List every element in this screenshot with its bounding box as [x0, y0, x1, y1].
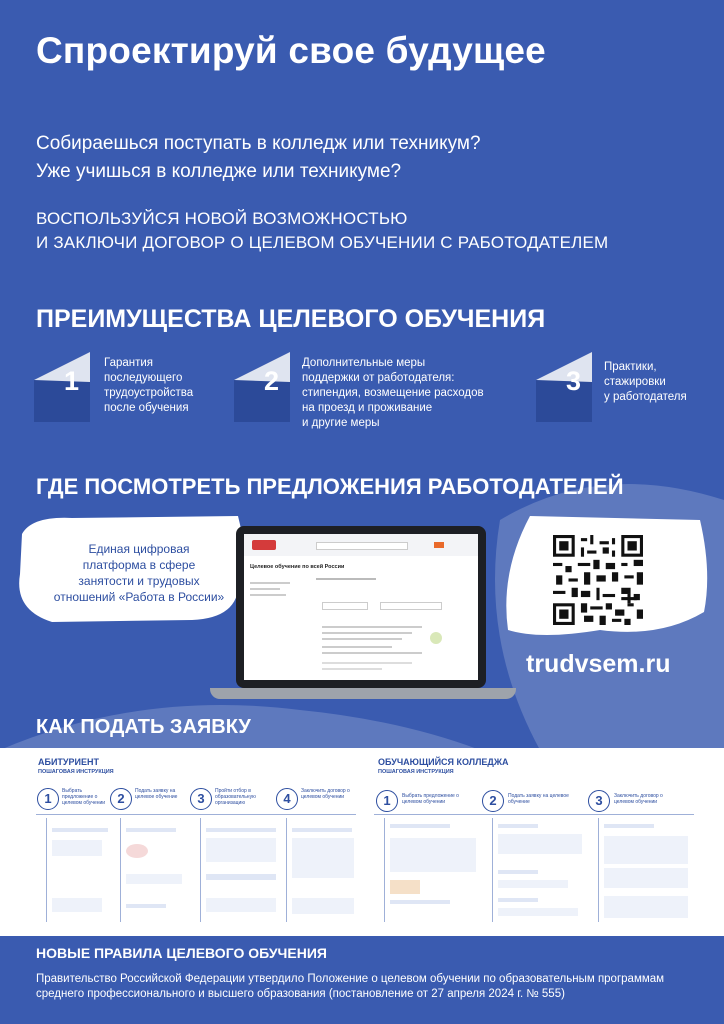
- advantage-badge-icon: [34, 352, 90, 422]
- offers-heading: ГДЕ ПОСМОТРЕТЬ ПРЕДЛОЖЕНИЯ РАБОТОДАТЕЛЕЙ: [36, 474, 624, 499]
- applicant-step-3-label: Пройти отбор в образовательную организацию: [215, 788, 256, 806]
- rules-text: Правительство Российской Федерации утвердило Положение о целевом обучении по образовательным программам среднего профессионального и высшего образования (постановление от 27 апреля 2024 г. № 555): [36, 973, 665, 1000]
- cta-line-1: ВОСПОЛЬЗУЙСЯ НОВОЙ ВОЗМОЖНОСТЬЮ: [36, 209, 408, 228]
- advantage-text: Практики, стажировки у работодателя: [604, 361, 687, 403]
- advantage-badge-icon: [234, 352, 290, 422]
- student-step-3-number: 3: [588, 790, 610, 812]
- rules-heading: НОВЫЕ ПРАВИЛА ЦЕЛЕВОГО ОБУЧЕНИЯ: [36, 945, 327, 961]
- poster-title: Спроектируй свое будущее: [36, 30, 546, 71]
- student-title: ОБУЧАЮЩИЙСЯ КОЛЛЕДЖА: [378, 757, 509, 767]
- advantage-number: 3: [566, 366, 582, 396]
- applicant-step-4-label: Заключить договор о целевом обучении: [301, 788, 350, 800]
- instructions-panel: [0, 748, 724, 936]
- applicant-subtitle: ПОШАГОВАЯ ИНСТРУКЦИЯ: [38, 769, 114, 775]
- laptop-screen-content: [244, 534, 478, 680]
- cta-line-2: И ЗАКЛЮЧИ ДОГОВОР О ЦЕЛЕВОМ ОБУЧЕНИИ С РАБОТОДАТЕЛЕМ: [36, 233, 609, 252]
- laptop-mockup: [236, 526, 486, 688]
- student-step-2-number: 2: [482, 790, 504, 812]
- student-step-3-label: Заключить договор о целевом обучении: [614, 793, 663, 805]
- apply-heading: КАК ПОДАТЬ ЗАЯВКУ: [36, 716, 251, 738]
- applicant-step-1-label: Выбрать предложение о целевом обучении: [62, 788, 106, 806]
- advantage-text: Дополнительные меры поддержки от работодателя: стипендия, возмещение расходов на проезд и проживание и другие меры: [302, 357, 484, 429]
- qr-code-icon[interactable]: [553, 535, 643, 625]
- site-url[interactable]: trudvsem.ru: [526, 650, 671, 678]
- advantage-number: 2: [264, 366, 280, 396]
- laptop-base: [210, 688, 516, 699]
- student-subtitle: ПОШАГОВАЯ ИНСТРУКЦИЯ: [378, 769, 454, 775]
- advantage-number: 1: [64, 366, 80, 396]
- applicant-step-3-number: 3: [190, 788, 212, 810]
- advantages-heading: ПРЕИМУЩЕСТВА ЦЕЛЕВОГО ОБУЧЕНИЯ: [36, 305, 546, 333]
- applicant-step-2-label: Подать заявку на целевое обучение: [135, 788, 178, 800]
- student-step-1-label: Выбрать предложение о целевом обучении: [402, 793, 459, 805]
- advantage-text: Гарантия последующего трудоустройства после обучения: [104, 357, 194, 414]
- student-step-1-number: 1: [376, 790, 398, 812]
- applicant-step-1-number: 1: [37, 788, 59, 810]
- applicant-title: АБИТУРИЕНТ: [38, 757, 100, 767]
- platform-description: Единая цифровая платформа в сфере занятости и трудовых отношений «Работа в России»: [53, 542, 225, 604]
- applicant-step-4-number: 4: [276, 788, 298, 810]
- question-1: Собираешься поступать в колледж или техникум?: [36, 133, 481, 154]
- student-step-2-label: Подать заявку на целевое обучение: [508, 793, 569, 805]
- question-2: Уже учишься в колледже или техникуме?: [36, 161, 402, 182]
- applicant-step-2-number: 2: [110, 788, 132, 810]
- advantage-badge-icon: [536, 352, 592, 422]
- screen-title: Целевое обучение по всей России: [250, 564, 345, 570]
